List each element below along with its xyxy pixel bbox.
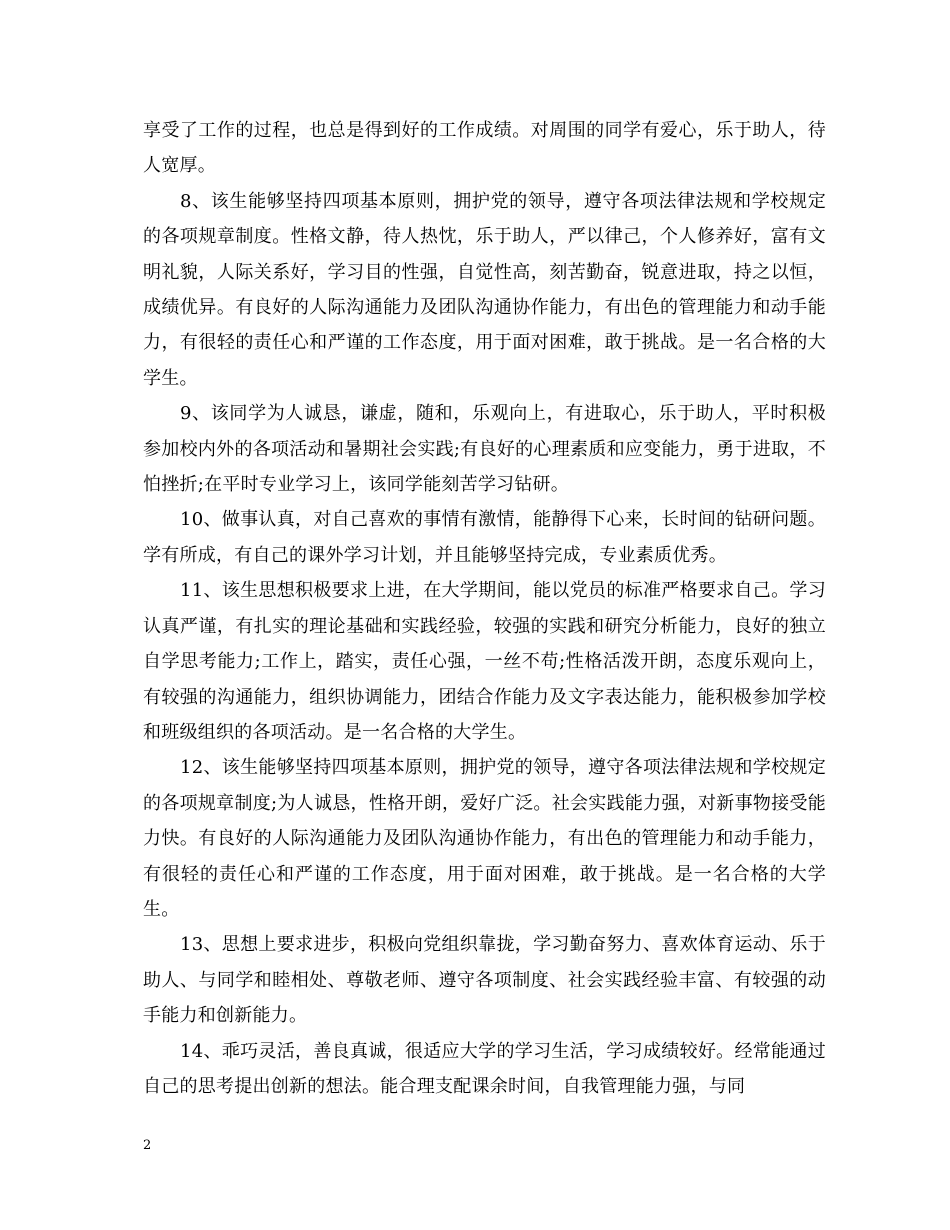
page-number: 2: [143, 1138, 152, 1153]
paragraph-item-13: 13、思想上要求进步，积极向党组织靠拢，学习勤奋努力、喜欢体育运动、乐于助人、与同学和睦相处、尊敬老师、遵守各项制度、社会实践经验丰富、有较强的动手能力和创新能力。: [143, 934, 826, 1027]
paragraph-item-9: 9、该同学为人诚恳，谦虚，随和，乐观向上，有进取心，乐于助人，平时积极参加校内外的各项活动和暑期社会实践;有良好的心理素质和应变能力，勇于进取，不怕挫折;在平时专业学习上，该同学能刻苦学习钻研。: [143, 403, 826, 496]
paragraph-item-14: 14、乖巧灵活，善良真诚，很适应大学的学习生活，学习成绩较好。经常能通过自己的思考提出创新的想法。能合理支配课余时间，自我管理能力强，与同: [143, 1040, 826, 1097]
document-body: [143, 113, 826, 1104]
paragraph-item-10: 10、做事认真，对自己喜欢的事情有激情，能静得下心来，长时间的钻研问题。学有所成，有自己的课外学习计划，并且能够坚持完成，专业素质优秀。: [143, 509, 826, 566]
paragraph-item-11: 11、该生思想积极要求上进，在大学期间，能以党员的标准严格要求自己。学习认真严谨，有扎实的理论基础和实践经验，较强的实践和研究分析能力，良好的独立自学思考能力;工作上，踏实，责任心强，一丝不苟;性格活泼开朗，态度乐观向上，有较强的沟通能力，组织协调能力，团结合作能力及文字表达能力，能积极参加学校和班级组织的各项活动。是一名合格的大学生。: [143, 580, 826, 743]
paragraph-item-12: 12、该生能够坚持四项基本原则，拥护党的领导，遵守各项法律法规和学校规定的各项规章制度;为人诚恳，性格开朗，爱好广泛。社会实践能力强，对新事物接受能力快。有良好的人际沟通能力及团队沟通协作能力，有出色的管理能力和动手能力，有很轻的责任心和严谨的工作态度，用于面对困难，敢于挑战。是一名合格的大学生。: [143, 757, 826, 920]
paragraph-item-8: 8、该生能够坚持四项基本原则，拥护党的领导，遵守各项法律法规和学校规定的各项规章制度。性格文静，待人热忱，乐于助人，严以律己，个人修养好，富有文明礼貌，人际关系好，学习目的性强，自觉性高，刻苦勤奋，锐意进取，持之以恒，成绩优异。有良好的人际沟通能力及团队沟通协作能力，有出色的管理能力和动手能力，有很轻的责任心和严谨的工作态度，用于面对困难，敢于挑战。是一名合格的大学生。: [143, 190, 826, 389]
paragraph-continuation: 享受了工作的过程，也总是得到好的工作成绩。对周围的同学有爱心，乐于助人，待人宽厚。: [143, 120, 826, 177]
